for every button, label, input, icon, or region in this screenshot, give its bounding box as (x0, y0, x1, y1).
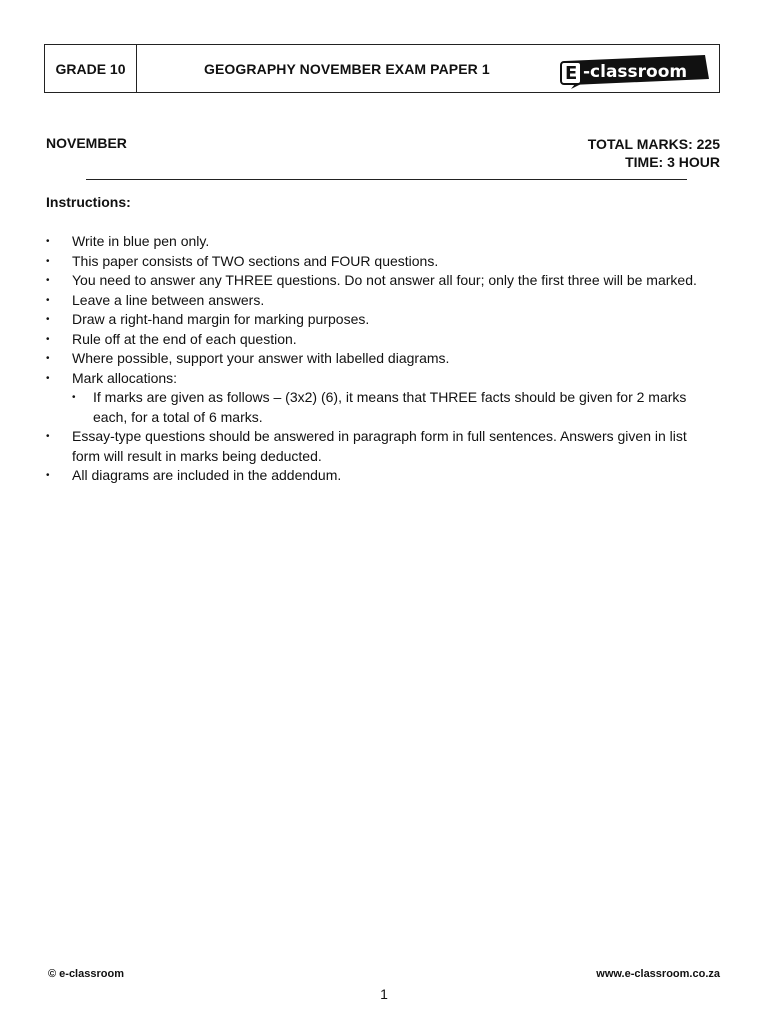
list-item-text: Draw a right-hand margin for marking purposes. (72, 311, 370, 327)
svg-text:-classroom: -classroom (583, 62, 688, 82)
list-item (46, 349, 716, 369)
sub-list-item-text: If marks are given as follows – (3x2) (6), it means that THREE facts should be given for 2 marks each, for a total of 6 marks. (93, 389, 687, 425)
sub-list-item (72, 388, 716, 427)
list-item-text: Mark allocations: (72, 369, 178, 386)
header-box (44, 44, 720, 93)
list-item (46, 252, 716, 272)
list-item-text: Rule off at the end of each question. (72, 330, 297, 347)
bullet-icon: • (46, 372, 50, 384)
bullet-icon: • (46, 314, 50, 325)
grade-label: GRADE 10 (45, 45, 137, 92)
instructions-heading: Instructions: (46, 194, 131, 210)
list-item-text: This paper consists of TWO sections and FOUR questions. (72, 252, 439, 269)
list-item (46, 330, 716, 350)
bullet-icon: • (46, 431, 50, 442)
list-item-text: You need to answer any THREE questions. Do not answer all four; only the first three will be marked. (72, 272, 697, 288)
marks-time-block (588, 135, 720, 171)
website-text: www.e-classroom.co.za (596, 968, 720, 980)
svg-text:E: E (565, 63, 578, 84)
list-item-text: Where possible, support your answer with labelled diagrams. (72, 350, 450, 366)
bullet-icon: • (72, 392, 76, 403)
divider-line (86, 179, 687, 180)
list-item (46, 310, 716, 330)
list-item-text: Leave a line between answers. (72, 291, 265, 308)
bullet-icon: • (46, 333, 50, 345)
exam-month: NOVEMBER (46, 135, 127, 151)
list-item (46, 291, 716, 311)
bullet-icon: • (46, 255, 50, 267)
exam-title: GEOGRAPHY NOVEMBER EXAM PAPER 1 (204, 60, 490, 77)
list-item-text: Write in blue pen only. (72, 233, 210, 249)
list-item (46, 466, 716, 486)
list-item (46, 232, 716, 252)
e-classroom-logo (559, 53, 711, 89)
bullet-icon: • (46, 294, 50, 306)
bullet-icon: • (46, 353, 50, 364)
bullet-icon: • (46, 275, 50, 286)
sub-list (72, 388, 716, 427)
bullet-icon: • (46, 236, 50, 247)
copyright-text: © e-classroom (48, 968, 124, 980)
list-item-text: Essay-type questions should be answered in paragraph form in full sentences. Answers given in list form will result in marks being deducted. (72, 428, 687, 464)
total-marks: TOTAL MARKS: 225 (587, 136, 720, 152)
list-item-text: All diagrams are included in the addendum. (72, 467, 342, 483)
exam-time: TIME: 3 HOUR (625, 154, 720, 170)
bullet-icon: • (46, 470, 50, 481)
list-item (46, 271, 716, 291)
list-item (46, 369, 716, 428)
page-number: 1 (380, 986, 388, 1002)
instructions-list (46, 232, 716, 486)
list-item (46, 427, 716, 466)
